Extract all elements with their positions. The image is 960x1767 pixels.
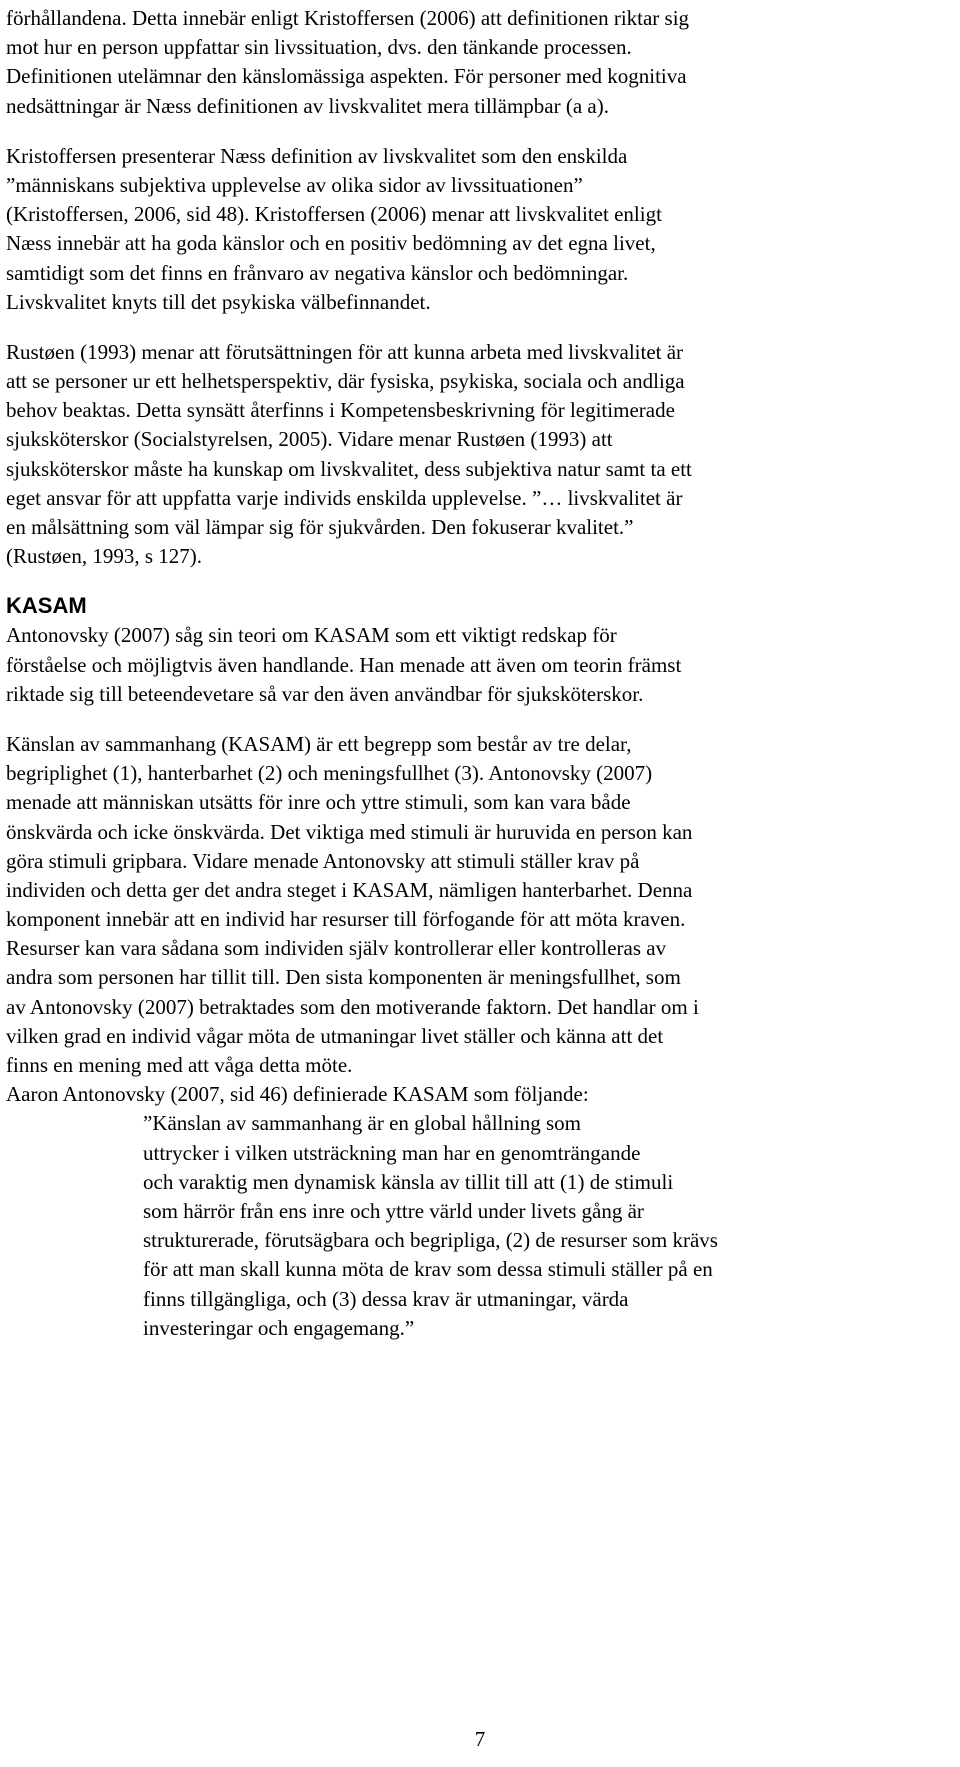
text-line: andra som personen har tillit till. Den sista komponenten är meningsfullhet, som [6,965,681,990]
text-line: menade att människan utsätts för inre och yttre stimuli, som kan vara både [6,790,631,815]
paragraph [6,338,956,572]
text-line: Næss innebär att ha goda känslor och en positiv bedömning av det egna livet, [6,231,656,256]
text-line: (Rustøen, 1993, s 127). [6,544,202,569]
text-line: samtidigt som det finns en frånvaro av negativa känslor och bedömningar. [6,260,629,285]
text-line: Resurser kan vara sådana som individen själv kontrollerar eller kontrolleras av [6,936,667,961]
paragraph [6,4,956,121]
text-line: Aaron Antonovsky (2007, sid 46) definierade KASAM som följande: [6,1082,589,1107]
text-line: sjuksköterskor (Socialstyrelsen, 2005). Vidare menar Rustøen (1993) att [6,427,613,452]
text-line: begriplighet (1), hanterbarhet (2) och meningsfullhet (3). Antonovsky (2007) [6,761,653,786]
text-line: ”människans subjektiva upplevelse av olika sidor av livssituationen” [6,172,583,197]
text-line: att se personer ur ett helhetsperspektiv, där fysiska, psykiska, sociala och andliga [6,369,685,394]
body-text [6,4,956,1343]
text-line: förståelse och möjligtvis även handlande. Han menade att även om teorin främst [6,652,682,677]
text-line: Rustøen (1993) menar att förutsättningen för att kunna arbeta med livskvalitet är [6,339,684,364]
quote-line: investeringar och engagemang.” [143,1315,415,1340]
paragraph [6,142,956,317]
section-heading: KASAM [6,593,87,619]
paragraph-gap [6,709,956,730]
quote-line: finns tillgängliga, och (3) dessa krav är utmaningar, värda [143,1286,629,1311]
text-line: en målsättning som väl lämpar sig för sjukvården. Den fokuserar kvalitet.” [6,515,634,539]
text-line: Känslan av sammanhang (KASAM) är ett begrepp som består av tre delar, [6,731,632,756]
text-line: Antonovsky (2007) såg sin teori om KASAM som ett viktigt redskap för [6,623,617,648]
block-quote [6,1109,956,1343]
text-line: vilken grad en individ vågar möta de utmaningar livet ställer och känna att det [6,1023,664,1048]
paragraph [6,730,956,1109]
text-line: Definitionen utelämnar den känslomässiga aspekten. För personer med kognitiva [6,64,687,89]
text-line: önskvärda och icke önskvärda. Det viktiga med stimuli är huruvida en person kan [6,819,693,844]
quote-line: ”Känslan av sammanhang är en global hållning som [143,1111,581,1136]
text-line: riktade sig till beteendevetare så var den även användbar för sjuksköterskor. [6,681,644,706]
quote-line: uttrycker i vilken utsträckning man har en genomträngande [143,1140,641,1165]
text-line: Kristoffersen presenterar Næss definition av livskvalitet som den enskilda [6,143,628,168]
paragraph-gap [6,571,956,590]
text-line: behov beaktas. Detta synsätt återfinns i Kompetensbeskrivning för legitimerade [6,398,675,423]
quote-line: som härrör från ens inre och yttre värld under livets gång är [143,1198,644,1223]
text-line: individen och detta ger det andra steget i KASAM, nämligen hanterbarhet. Denna [6,877,693,902]
page-number: 7 [474,1727,486,1751]
text-line: mot hur en person uppfattar sin livssituation, dvs. den tänkande processen. [6,35,632,60]
text-line: finns en mening med att våga detta möte. [6,1053,353,1077]
paragraph [6,621,956,709]
paragraph-gap [6,121,956,142]
text-line: göra stimuli gripbara. Vidare menade Antonovsky att stimuli ställer krav på [6,848,640,873]
text-line: av Antonovsky (2007) betraktades som den motiverande faktorn. Det handlar om i [6,994,699,1019]
quote-line: och varaktig men dynamisk känsla av tillit till att (1) de stimuli [143,1169,674,1194]
text-line: sjuksköterskor måste ha kunskap om livskvalitet, dess subjektiva natur samt ta ett [6,456,692,481]
text-line: (Kristoffersen, 2006, sid 48). Kristoffersen (2006) menar att livskvalitet enligt [6,202,662,227]
text-line: komponent innebär att en individ har resurser till förfogande för att möta kraven. [6,907,686,932]
quote-line: för att man skall kunna möta de krav som dessa stimuli ställer på en [143,1257,713,1282]
quote-line: strukturerade, förutsägbara och begripliga, (2) de resurser som krävs [143,1228,718,1253]
text-line: eget ansvar för att uppfatta varje individs enskilda upplevelse. ”… livskvalitet är [6,485,683,510]
text-line: nedsättningar är Næss definitionen av livskvalitet mera tillämpbar (a a). [6,93,609,118]
text-line: förhållandena. Detta innebär enligt Kristoffersen (2006) att definitionen riktar sig [6,6,690,30]
paragraph-gap [6,317,956,338]
text-line: Livskvalitet knyts till det psykiska välbefinnandet. [6,289,431,314]
